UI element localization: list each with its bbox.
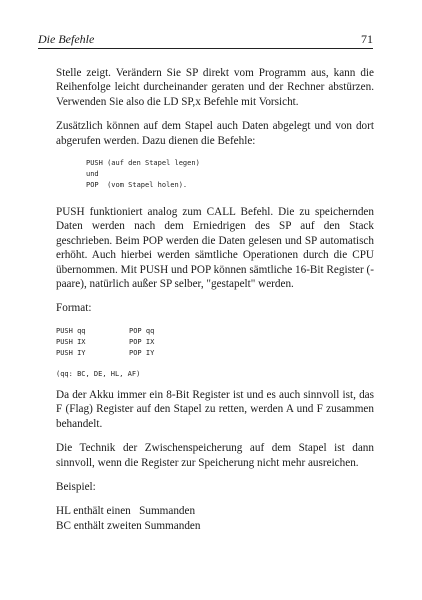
format-pop: POP qq bbox=[129, 326, 155, 335]
example-line: BC enthält zweiten Summanden bbox=[56, 519, 201, 532]
format-label: Format: bbox=[56, 302, 92, 315]
example-line: HL enthält einen Summanden bbox=[56, 505, 196, 518]
page-number: 71 bbox=[361, 32, 373, 46]
chapter-title: Die Befehle bbox=[38, 32, 95, 46]
page-header bbox=[38, 32, 373, 49]
format-push: PUSH IY bbox=[56, 348, 86, 357]
paragraph-push-pop: PUSH funktioniert analog zum CALL Befehl. Die zu speichernden Daten werden nach dem Erniedrigen des SP auf den Stack geschrieben. Beim POP werden die Daten gelesen und SP automatisch erhöht. Auch hierbei werden sämtliche Operationen durch die CPU übernommen. Mit PUSH und POP können sämtliche 16-Bit Register (-paare), natürlich außer SP selber, "gestapelt" werden. bbox=[56, 206, 374, 291]
paragraph-stack-data: Zusätzlich können auf dem Stapel auch Daten abgelegt und von dort abgerufen werden. Dazu dienen die Befehle: bbox=[56, 120, 374, 147]
format-pop: POP IY bbox=[129, 348, 155, 357]
format-push: PUSH IX bbox=[56, 337, 86, 346]
and-line: und bbox=[86, 170, 99, 179]
format-table bbox=[56, 326, 374, 359]
page-body bbox=[56, 66, 374, 533]
format-push: PUSH qq bbox=[56, 326, 86, 335]
format-row bbox=[56, 326, 374, 337]
push-command-line: PUSH (auf den Stapel legen) bbox=[86, 159, 200, 168]
paragraph-accu-flag: Da der Akku immer ein 8-Bit Register ist und es auch sinnvoll ist, das F (Flag) Register auf den Stapel zu retten, werden A und F zusammen behandelt. bbox=[56, 388, 374, 430]
paragraph-sp-warning: Stelle zeigt. Verändern Sie SP direkt vom Programm aus, kann die Reihenfolge leicht durcheinander geraten und der Rechner abstürzen. Verwenden Sie also die LD SP,x Befehle mit Vorsicht. bbox=[56, 67, 374, 108]
example-lines bbox=[56, 504, 374, 533]
register-pairs-note: (qq: BC, DE, HL, AF) bbox=[56, 369, 141, 378]
pop-command-line: POP (vom Stapel holen). bbox=[86, 181, 188, 190]
format-pop: POP IX bbox=[129, 337, 155, 346]
example-label: Beispiel: bbox=[56, 480, 96, 493]
stack-commands-block bbox=[86, 158, 374, 191]
format-row bbox=[56, 337, 374, 348]
format-row bbox=[56, 348, 374, 359]
paragraph-technique: Die Technik der Zwischenspeicherung auf dem Stapel ist dann sinnvoll, wenn die Register zur Speicherung nicht mehr ausreichen. bbox=[56, 442, 374, 469]
